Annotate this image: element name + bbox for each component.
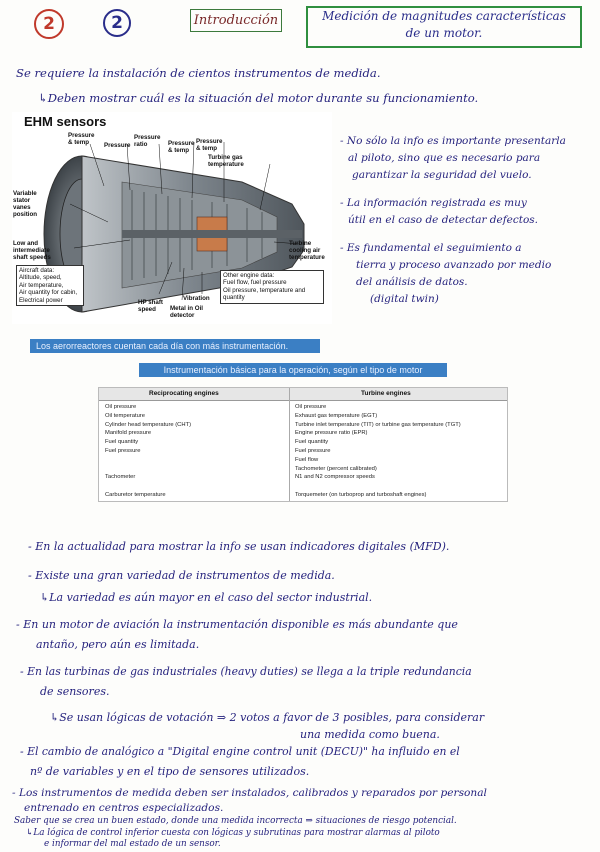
note-bottom-15: ↳La lógica de control inferior cuesta con lógicas y subrutinas para mostrar alarmas al piloto [26,828,440,838]
note-bottom-9: una medida como buena. [300,728,440,741]
table-col-turbine [295,403,461,500]
note-right-1: - No sólo la info es importante presentarla [340,135,566,147]
table-cell: Tachometer [105,474,136,481]
note-right-7: tierra y proceso avanzado por medio [356,259,552,271]
table-cell [295,482,461,491]
note-right-2: al piloto, sino que es necesario para [348,152,541,164]
table-cell: N1 and N2 compressor speeds [295,474,375,481]
ehm-sensors-figure [12,112,332,324]
table-divider [289,388,290,501]
note-bottom-10: - El cambio de analógico a "Digital engine control unit (DECU)" ha influido en el [20,745,460,758]
note-bottom-11: nº de variables y en el tipo de sensores utilizados. [30,765,310,778]
label-turbine-cooling-air: Turbine cooling air temperature [289,240,325,261]
table-header-reciprocating: Reciprocating engines [149,390,219,397]
note-bottom-6: - En las turbinas de gas industriales (heavy duties) se llega a la triple redundancia [20,665,472,678]
table-cell [105,465,191,474]
intro-line-2: ↳Deben mostrar cuál es la situación del motor durante su funcionamiento. [38,91,479,105]
note-bottom-13: entrenado en centros especializados. [24,802,224,814]
table-cell: Oil temperature [105,412,145,419]
table-cell [105,482,191,491]
page-number-mark-red: 2 [34,9,64,39]
table-cell: Fuel flow [295,456,319,463]
aircraft-data-box: Aircraft data: Altitude, speed, Air temperature, Air quantity for cabin, Electrical power [16,265,84,306]
table-cell: Fuel quantity [105,439,139,446]
page-title [306,6,582,48]
engine-data-box: Other engine data: Fuel flow, fuel pressure Oil pressure, temperature and quantity [220,270,324,304]
label-pressure-temp-1: Pressure & temp [68,132,95,146]
note-right-4: - La información registrada es muy [340,197,527,209]
note-right-8: del análisis de datos. [356,276,468,288]
section-tag: Introducción [190,9,282,32]
page-number-mark-blue: 2 [103,9,131,37]
table-cell [105,456,191,465]
note-bottom-14: Saber que se crea un buen estado, donde una medida incorrecta ⇒ situaciones de riesgo potencial. [14,816,457,826]
label-variable-stator-vanes: Variable stator vanes position [13,190,38,218]
table-cell: Turbine inlet temperature (TIT) or turbine gas temperature (TGT) [295,421,461,428]
table-cell: Carburetor temperature [105,491,166,498]
title-line-2: de un motor. [405,26,483,40]
figure-title: EHM sensors [24,114,107,129]
note-bottom-4: - En un motor de aviación la instrumentación disponible es más abundante que [16,618,458,631]
note-right-9: (digital twin) [370,293,439,305]
label-metal-in-oil: Metal in Oil detector [170,305,204,319]
label-vibration: Vibration [183,295,210,302]
table-col-reciprocating [105,403,191,500]
note-bottom-1: - En la actualidad para mostrar la info se usan indicadores digitales (MFD). [28,540,450,553]
label-shaft-speeds: Low and intermediate shaft speeds [13,240,51,261]
intro-line-1: Se requiere la instalación de cientos instrumentos de medida. [16,66,381,80]
title-line-1: Medición de magnitudes características [322,9,566,23]
note-right-5: útil en el caso de detectar defectos. [348,214,538,226]
note-bottom-8: ↳Se usan lógicas de votación ⇒ 2 votos a favor de 3 posibles, para considerar [50,711,485,724]
label-pressure-temp-3: Pressure & temp [196,138,223,152]
table-header-turbine: Turbine engines [361,390,411,397]
banner-instrumentation: Los aerorreactores cuentan cada día con más instrumentación. [30,339,320,353]
label-pressure-temp-2: Pressure & temp [168,140,195,154]
table-cell: Fuel quantity [295,439,329,446]
table-cell: Torquemeter (on turboprop and turboshaft engines) [295,491,427,498]
table-cell: Oil pressure [295,404,327,410]
note-bottom-12: - Los instrumentos de medida deben ser instalados, calibrados y reparados por personal [12,787,487,799]
note-right-6: - Es fundamental el seguimiento a [340,242,522,254]
table-cell: Cylinder head temperature (CHT) [105,421,192,428]
note-bottom-7: de sensores. [40,685,110,698]
label-hp-shaft-speed: HP shaft speed [138,299,163,313]
table-cell: Engine pressure ratio (EPR) [295,430,368,437]
table-cell: Oil pressure [105,404,137,410]
table-cell: Exhaust gas temperature (EGT) [295,412,378,419]
label-pressure-ratio: Pressure ratio [134,134,161,148]
note-bottom-5: antaño, pero aún es limitada. [36,638,200,651]
note-bottom-2: - Existe una gran variedad de instrumentos de medida. [28,569,335,582]
label-pressure-1: Pressure [104,142,131,149]
note-bottom-16: e informar del mal estado de un sensor. [44,839,221,849]
note-bottom-3: ↳La variedad es aún mayor en el caso del sector industrial. [40,591,373,604]
table-cell: Fuel pressure [295,447,331,454]
table-cell: Fuel pressure [105,447,141,454]
label-turbine-gas-temperature: Turbine gas temperature [208,154,244,168]
banner-basic-instrumentation: Instrumentación básica para la operación, según el tipo de motor [139,363,447,377]
table-cell: Manifold pressure [105,430,152,437]
instrumentation-table [98,387,508,502]
table-cell: Tachometer (percent calibrated) [295,465,377,472]
note-right-3: garantizar la seguridad del vuelo. [352,169,532,181]
